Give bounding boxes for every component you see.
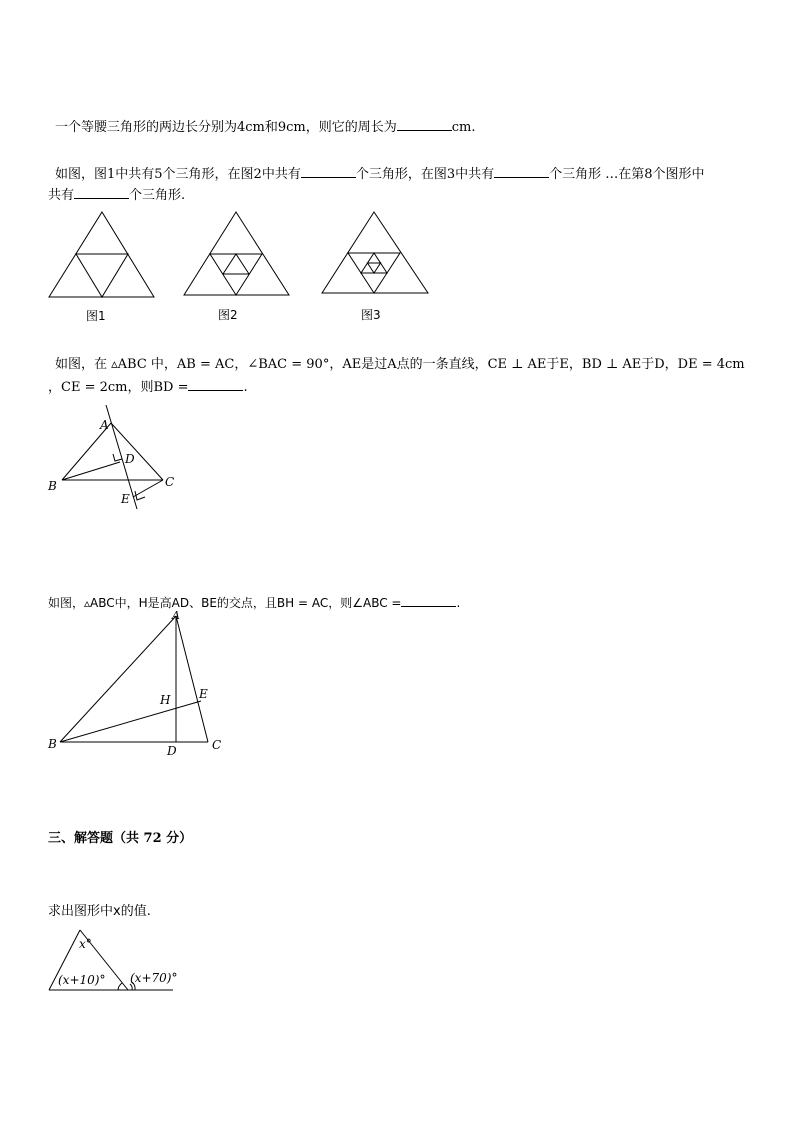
answer-blank[interactable]: [301, 165, 356, 178]
q4-text: 如图，▵ABC中，H是高AD、BE的交点，且BH = AC，则∠ABC =: [48, 596, 402, 610]
section-3-title: 三、解答题（共 72 分）: [48, 831, 193, 846]
answer-blank[interactable]: [74, 186, 129, 199]
label-A: A: [172, 609, 180, 622]
question-2-line-1: [55, 165, 705, 183]
label-D: D: [167, 744, 177, 758]
label-C: C: [165, 475, 175, 489]
label-H: H: [160, 693, 171, 707]
figure-3-triangles: [320, 208, 432, 300]
figure-q3-triangle: [40, 405, 190, 515]
figure-q5-angles: [44, 926, 179, 996]
q2-text-e: 个三角形.: [129, 188, 186, 203]
label-D: D: [125, 452, 135, 466]
label-E: E: [121, 492, 130, 506]
q2-text-a: 如图，图1中共有5个三角形，在图2中共有: [55, 167, 301, 182]
q2-text-c: 个三角形 …在第8个图形中: [549, 167, 705, 182]
figure-q4-triangle: [40, 608, 230, 758]
question-1: [55, 118, 476, 136]
label-E: E: [199, 687, 208, 701]
label-B: B: [48, 737, 57, 751]
figure-1-triangles: [46, 208, 158, 300]
q2-text-b: 个三角形，在图3中共有: [355, 167, 495, 182]
answer-blank[interactable]: [188, 378, 243, 391]
figure-1-caption: 图1: [86, 309, 106, 323]
q1-text: 一个等腰三角形的两边长分别为4cm和9cm，则它的周长为: [55, 120, 397, 135]
label-B: B: [48, 479, 57, 493]
label-x-angle: x°: [79, 937, 92, 951]
answer-blank[interactable]: [494, 165, 549, 178]
q3-text-a: ，CE = 2cm，则BD =: [48, 380, 189, 395]
question-2-line-2: [48, 186, 185, 204]
question-3-line-1: 如图，在 ▵ABC 中，AB = AC，∠BAC = 90°，AE是过A点的一条直线，CE ⊥ AE于E，BD ⊥ AE于D，DE = 4cm: [55, 357, 745, 372]
q2-text-d: 共有: [48, 188, 75, 203]
question-5: 求出图形中x的值.: [48, 904, 151, 919]
figure-2-triangles: [181, 208, 293, 300]
figure-2-caption: 图2: [218, 308, 238, 322]
label-A: A: [100, 418, 109, 432]
figure-3-caption: 图3: [361, 308, 381, 322]
question-3-line-2: [48, 378, 248, 396]
label-left-angle: (x+10)°: [58, 973, 106, 987]
label-C: C: [212, 738, 222, 752]
q1-unit: cm.: [451, 120, 476, 135]
q4-period: .: [456, 596, 461, 610]
label-exterior-angle: (x+70)°: [130, 971, 178, 985]
q3-text-b: .: [243, 380, 248, 395]
answer-blank[interactable]: [401, 594, 456, 607]
answer-blank[interactable]: [397, 118, 452, 131]
